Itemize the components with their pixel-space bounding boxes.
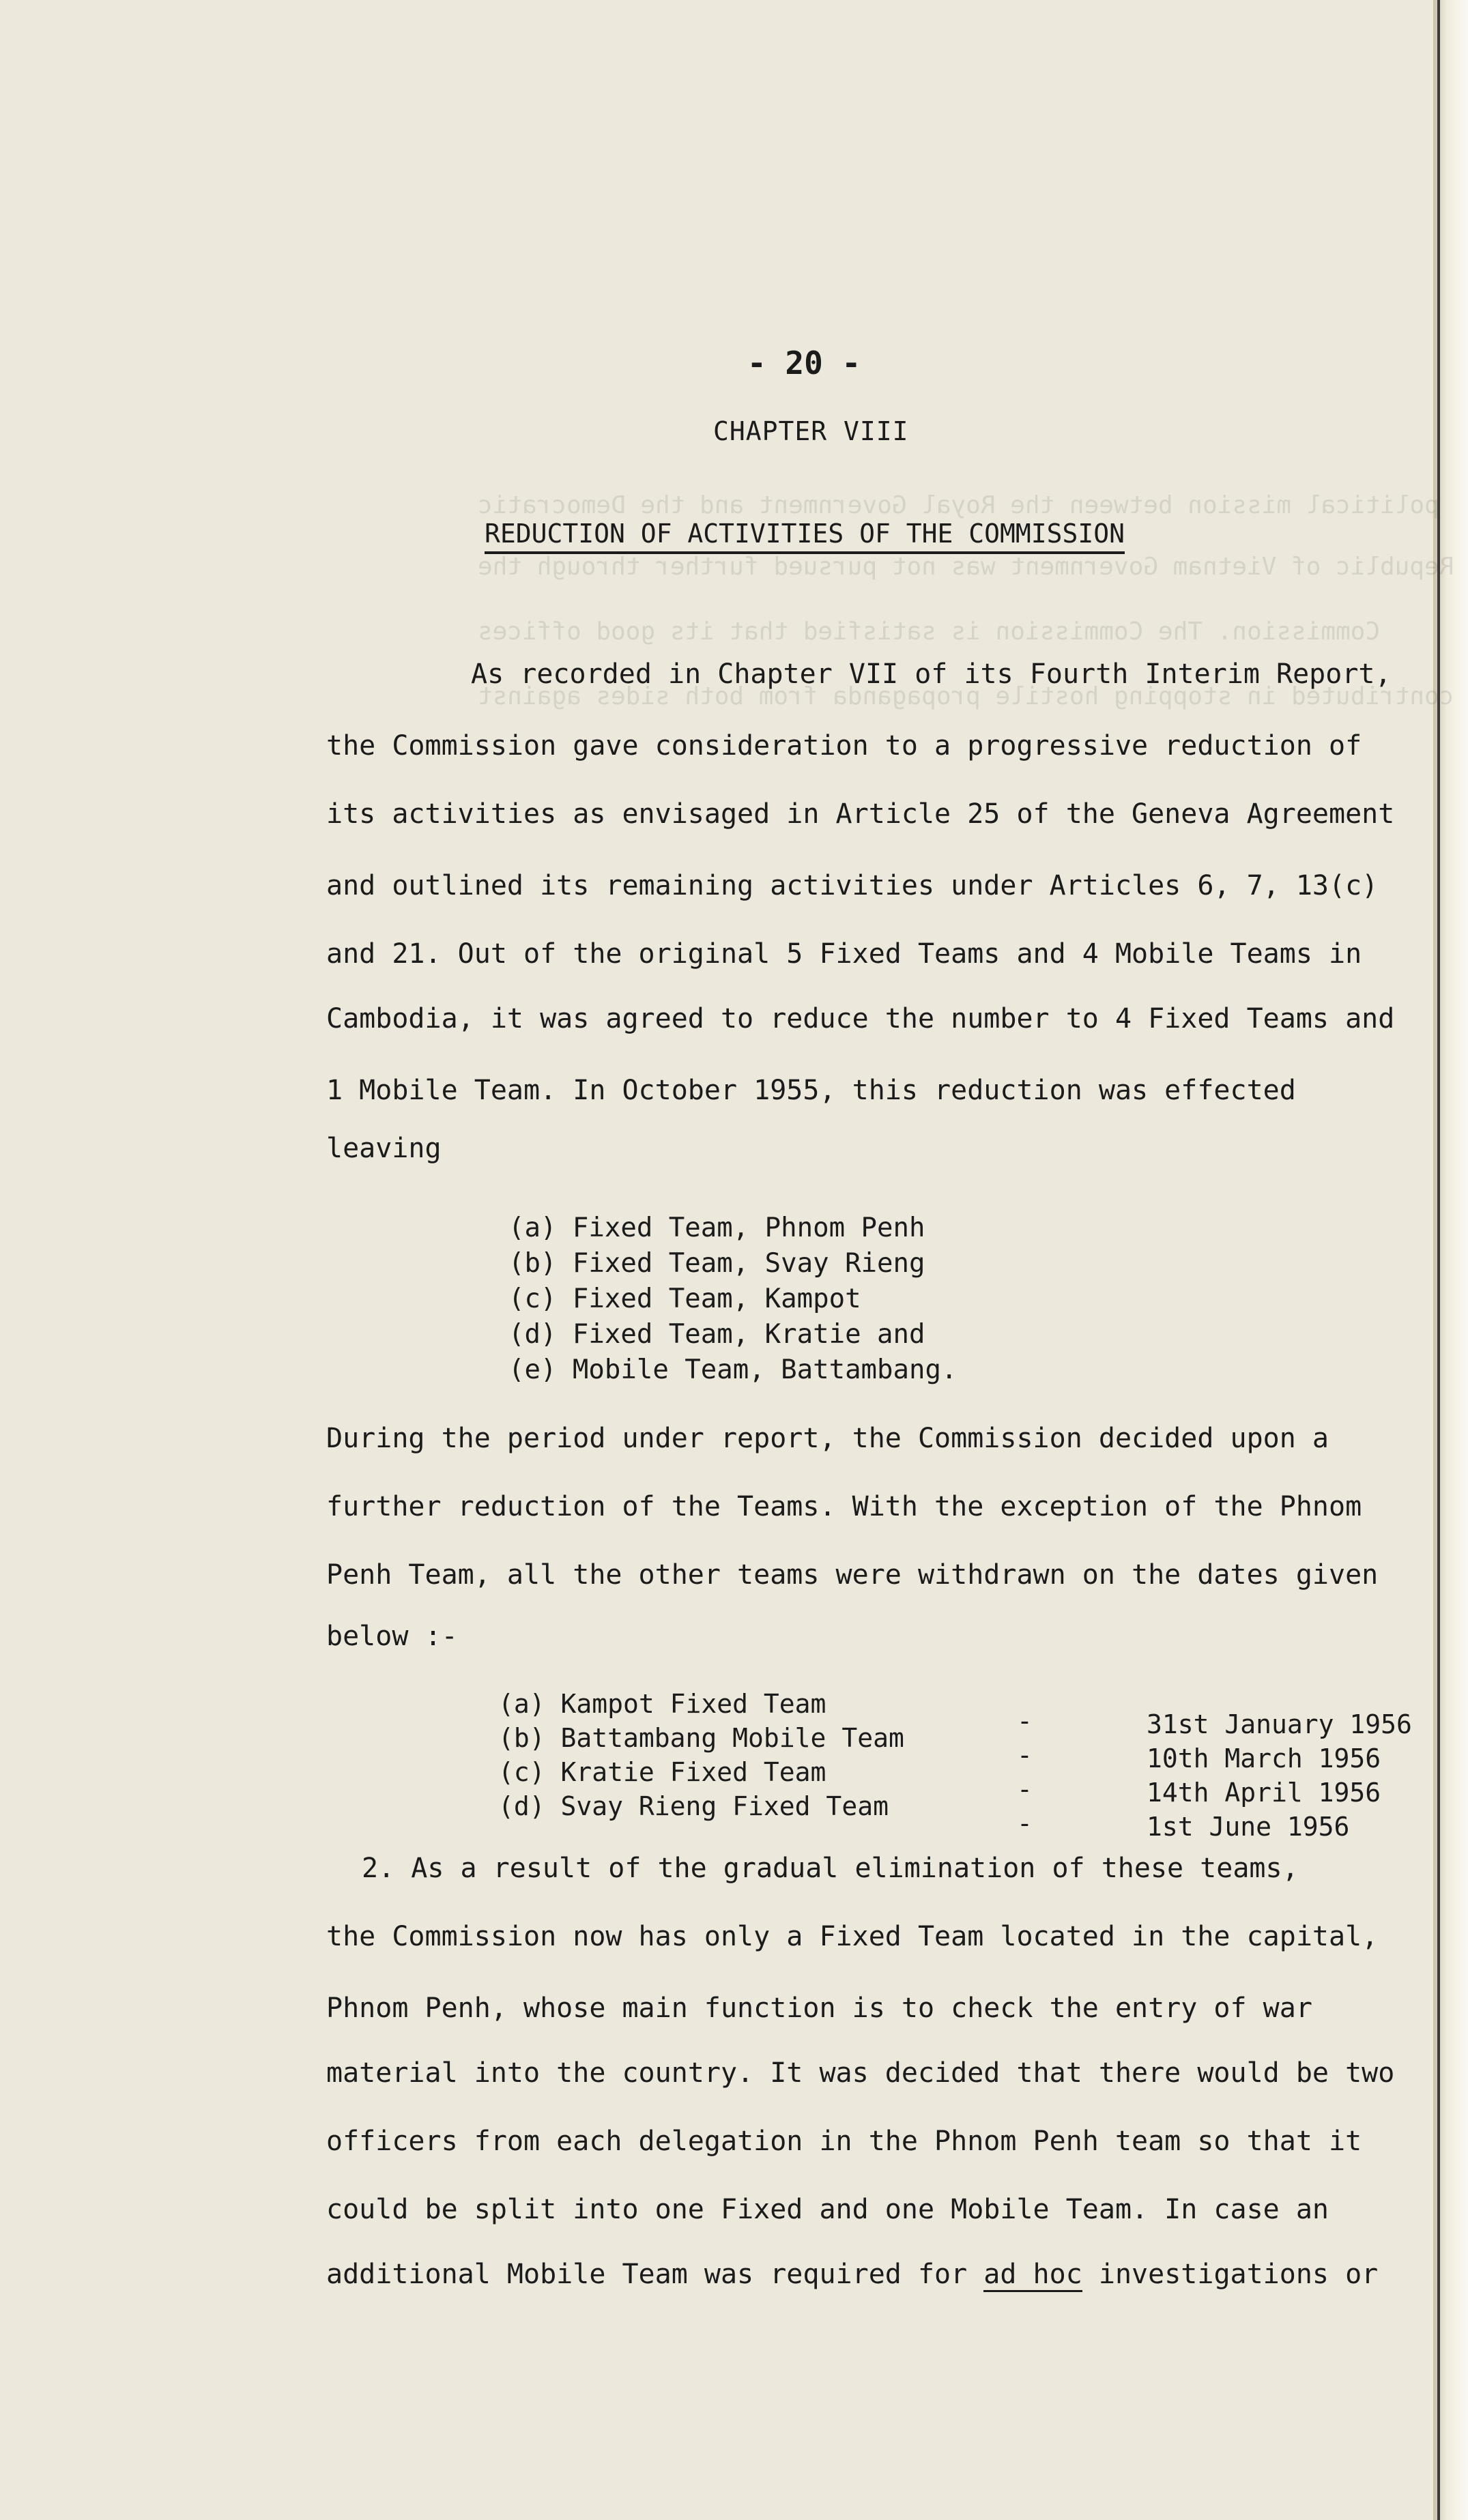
- paragraph-line: could be split into one Fixed and one Mobile Team. In case an: [326, 2194, 1329, 2225]
- paragraph-line: leaving: [326, 1133, 442, 1164]
- withdrawal-dash: -: [1017, 1740, 1033, 1770]
- bleed-through-text: political mission between the Royal Government and the Democratic: [478, 491, 1439, 519]
- paragraph-line: and 21. Out of the original 5 Fixed Teams and 4 Mobile Teams in: [326, 938, 1362, 970]
- paragraph-line: Penh Team, all the other teams were withdrawn on the dates given: [326, 1559, 1379, 1591]
- list-item: (d) Fixed Team, Kratie and: [508, 1319, 925, 1350]
- paragraph-line: officers from each delegation in the Phnom Penh team so that it: [326, 2126, 1362, 2157]
- withdrawal-date: 31st January 1956: [1147, 1709, 1412, 1739]
- list-item: (a) Fixed Team, Phnom Penh: [508, 1213, 925, 1243]
- list-item: (b) Fixed Team, Svay Rieng: [508, 1248, 925, 1279]
- paragraph-line: 2. As a result of the gradual elimination of these teams,: [362, 1853, 1299, 1884]
- paragraph-line: further reduction of the Teams. With the exception of the Phnom: [326, 1491, 1362, 1522]
- withdrawal-dash: -: [1017, 1774, 1033, 1804]
- list-item: (c) Fixed Team, Kampot: [508, 1284, 861, 1314]
- withdrawal-team: (c) Kratie Fixed Team: [498, 1757, 826, 1787]
- underlined-phrase: ad hoc: [983, 2259, 1082, 2292]
- withdrawal-date: 10th March 1956: [1147, 1743, 1381, 1773]
- paragraph-line: Cambodia, it was agreed to reduce the number to 4 Fixed Teams and: [326, 1003, 1395, 1034]
- bleed-through-text: contributed in stopping hostile propaganda from both sides against: [478, 682, 1454, 710]
- withdrawal-dash: -: [1017, 1808, 1033, 1838]
- paragraph-line: During the period under report, the Commission decided upon a: [326, 1423, 1329, 1454]
- bleed-through-text: Republic of Vietnam Government was not pursued further through the: [478, 553, 1454, 581]
- paragraph-line: and outlined its remaining activities under Articles 6, 7, 13(c): [326, 870, 1379, 901]
- paragraph-line-last: [326, 2259, 1378, 2290]
- text-run: additional Mobile Team was required for: [326, 2259, 984, 2290]
- paragraph-line: 1 Mobile Team. In October 1955, this reduction was effected: [326, 1075, 1296, 1106]
- paragraph-line: its activities as envisaged in Article 25 of the Geneva Agreement: [326, 798, 1395, 830]
- paragraph-line: As recorded in Chapter VII of its Fourth Interim Report,: [471, 658, 1392, 690]
- page-number: - 20 -: [747, 345, 861, 381]
- section-heading: REDUCTION OF ACTIVITIES OF THE COMMISSION: [485, 519, 1125, 554]
- paragraph-line: the Commission gave consideration to a progressive reduction of: [326, 730, 1362, 762]
- withdrawal-date: 14th April 1956: [1147, 1778, 1381, 1808]
- withdrawal-team: (a) Kampot Fixed Team: [498, 1689, 826, 1719]
- paragraph-line: Phnom Penh, whose main function is to check the entry of war: [326, 1993, 1312, 2024]
- chapter-title: CHAPTER VIII: [713, 416, 909, 446]
- paragraph-line: the Commission now has only a Fixed Team located in the capital,: [326, 1921, 1379, 1952]
- paragraph-line: below :-: [326, 1621, 458, 1652]
- page-edge-line: [1437, 0, 1440, 2520]
- paragraph-line: material into the country. It was decided that there would be two: [326, 2057, 1395, 2089]
- withdrawal-dash: -: [1017, 1706, 1033, 1736]
- withdrawal-date: 1st June 1956: [1147, 1812, 1350, 1842]
- withdrawal-team: (d) Svay Rieng Fixed Team: [498, 1791, 889, 1821]
- withdrawal-team: (b) Battambang Mobile Team: [498, 1723, 904, 1753]
- text-run: investigations or: [1082, 2259, 1379, 2290]
- list-item: (e) Mobile Team, Battambang.: [508, 1355, 958, 1385]
- bleed-through-text: Commission. The Commission is satisfied that its good offices: [478, 618, 1381, 646]
